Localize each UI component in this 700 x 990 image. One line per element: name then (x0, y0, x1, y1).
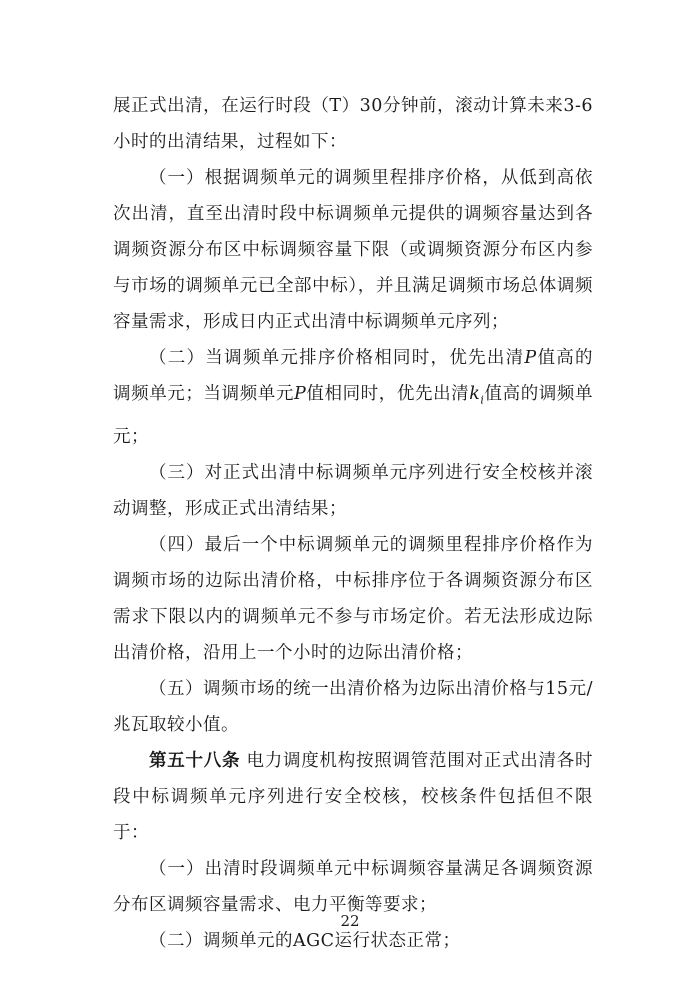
document-body (113, 88, 593, 959)
article-number: 第五十八条 (149, 750, 241, 771)
article-58-text: 电力调度机构按照调管范围对正式出清各时段中标调频单元序列进行安全校核，校核条件包括但不限于： (113, 750, 593, 843)
paragraph-item-4: （四）最后一个中标调频单元的调频里程排序价格作为调频市场的边际出清价格，中标排序位于各调频资源分布区需求下限以内的调频单元不参与市场定价。若无法形成边际出清价格，沿用上一个小时的边际出清价格； (113, 534, 593, 663)
item-2-text-a: （二）当调频单元排序价格相同时，优先出清 (149, 348, 525, 368)
item-2-symbol-p2: P (294, 384, 307, 404)
paragraph-article-58-item-2: （二）调频单元的AGC运行状态正常； (149, 930, 461, 951)
paragraph-article-58-item-1: （一）出清时段调频单元中标调频容量满足各调频资源分布区调频容量需求、电力平衡等要求； (113, 858, 593, 915)
item-2-symbol-k-subscript: i (480, 393, 485, 407)
paragraph-article-58 (113, 743, 593, 851)
paragraph-intro: 展正式出清，在运行时段（T）30分钟前，滚动计算未来3-6小时的出清结果，过程如下： (113, 96, 593, 152)
paragraph-item-2 (113, 340, 593, 455)
page-number: 22 (340, 912, 360, 930)
item-2-symbol-k: k (469, 384, 481, 404)
item-2-text-c: 值相同时，优先出清 (306, 384, 470, 404)
paragraph-item-3: （三）对正式出清中标调频单元序列进行安全校核并滚动调整，形成正式出清结果； (113, 462, 593, 519)
paragraph-item-5: （五）调频市场的统一出清价格为边际出清价格与15元/兆瓦取较小值。 (113, 678, 593, 735)
item-2-symbol-p1: P (524, 348, 537, 368)
item-2-text-d: 值高的调频单元； (113, 384, 594, 447)
item-2-text-b: 值高的调频单元；当调频单元 (113, 348, 593, 404)
paragraph-item-1: （一）根据调频单元的调频里程排序价格，从低到高依次出清，直至出清时段中标调频单元提供的调频容量达到各调频资源分布区中标调频容量下限（或调频资源分布区内参与市场的调频单元已全部中标），并且满足调频市场总体调频容量需求，形成日内正式出清中标调频单元序列； (113, 168, 593, 332)
